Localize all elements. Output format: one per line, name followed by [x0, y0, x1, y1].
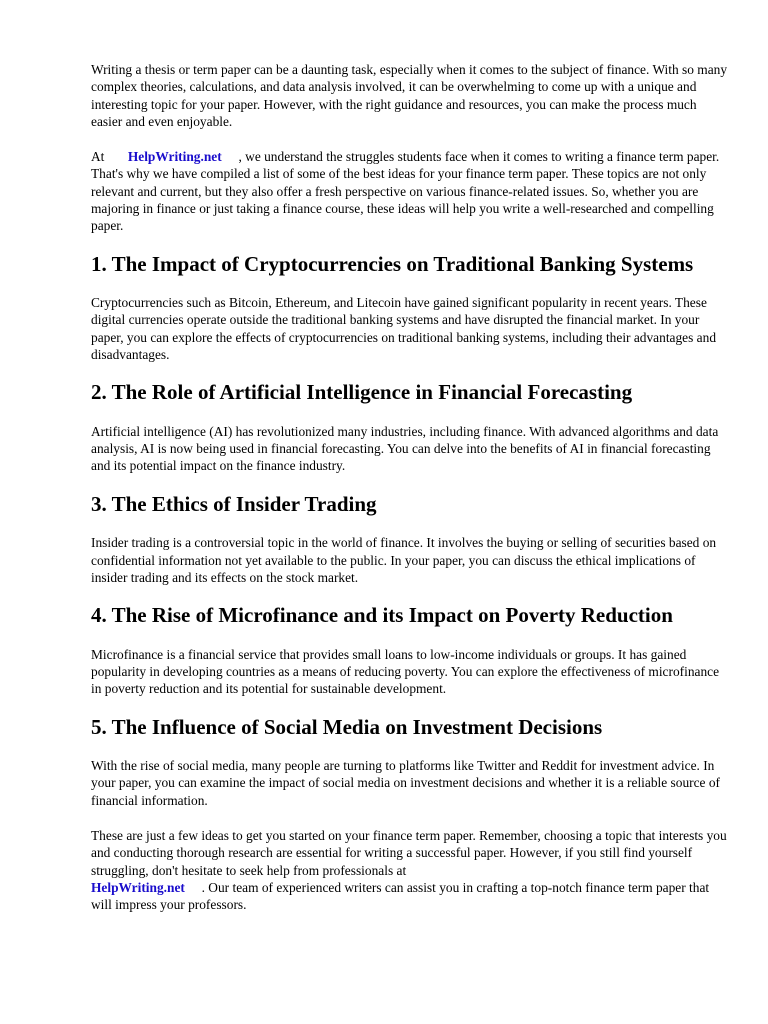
- conclusion-after-text: . Our team of experienced writers can assist you in crafting a top-notch finance term paper that will impress your professors.: [91, 879, 710, 913]
- section-body-2: Artificial intelligence (AI) has revolutionized many industries, including finance. With advanced algorithms and data analysis, AI is now being used in financial forecasting. You can delve into the benefits of AI in financial forecasting and its potential impact on the finance industry.: [91, 423, 719, 474]
- section-heading-1: 1. The Impact of Cryptocurrencies on Traditional Banking Systems: [91, 251, 694, 276]
- section-heading-5: 5. The Influence of Social Media on Investment Decisions: [91, 714, 603, 739]
- section-body-4: Microfinance is a financial service that provides small loans to low-income individuals or groups. It has gained popularity in developing countries as a means of reducing poverty. You can explore the effectiveness of microfinance in poverty reduction and its potential for sustainable development.: [91, 646, 720, 697]
- section-heading-4: 4. The Rise of Microfinance and its Impact on Poverty Reduction: [91, 603, 673, 628]
- helpwriting-link-conclusion[interactable]: HelpWriting.net: [91, 879, 185, 895]
- section-body-1: Cryptocurrencies such as Bitcoin, Ethereum, and Litecoin have gained significant popularity in recent years. These digital currencies operate outside the traditional banking systems and have disrupted the financial market. In your paper, you can explore the effects of cryptocurrencies on traditional banking systems, including their advantages and disadvantages.: [91, 295, 717, 363]
- intro-at-text: At: [91, 149, 105, 165]
- helpwriting-link[interactable]: HelpWriting.net: [127, 149, 222, 165]
- section-heading-2: 2. The Role of Artificial Intelligence in Financial Forecasting: [91, 380, 633, 405]
- section-body-3: Insider trading is a controversial topic in the world of finance. It involves the buying or selling of securities based on confidential information not yet available to the public. In your paper, you can discuss the ethical implications of insider trading and its effects on the stock market.: [91, 535, 717, 585]
- intro-paragraph-helpwriting: [91, 148, 728, 234]
- conclusion-paragraph: [91, 827, 728, 913]
- section-body-5: With the rise of social media, many people are turning to platforms like Twitter and Reddit for investment advice. In your paper, you can examine the impact of social media on investment decisions and whether it is a reliable source of financial information.: [91, 758, 720, 808]
- intro-paragraph: Writing a thesis or term paper can be a daunting task, especially when it comes to the subject of finance. With so many complex theories, calculations, and data analysis involved, it can be overwhelming to come up with a unique and interesting topic for your paper. However, with the right guidance and resources, you can make the process much easier and even enjoyable.: [91, 62, 728, 129]
- conclusion-before-text: These are just a few ideas to get you started on your finance term paper. Remember, choosing a topic that interests you and conducting thorough research are essential for writing a successful paper. However, if you still find yourself struggling, don't hesitate to seek help from professionals at: [91, 827, 727, 878]
- intro-after-text: , we understand the struggles students face when it comes to writing a finance term paper. That's why we have compiled a list of some of the best ideas for your finance term paper. These topics are not only relevant and current, but they also offer a fresh perspective on various finance-related issues. So, whether you are majoring in finance or just taking a finance course, these ideas will help you write a well-researched and compelling paper.: [91, 149, 720, 234]
- section-heading-3: 3. The Ethics of Insider Trading: [91, 491, 377, 516]
